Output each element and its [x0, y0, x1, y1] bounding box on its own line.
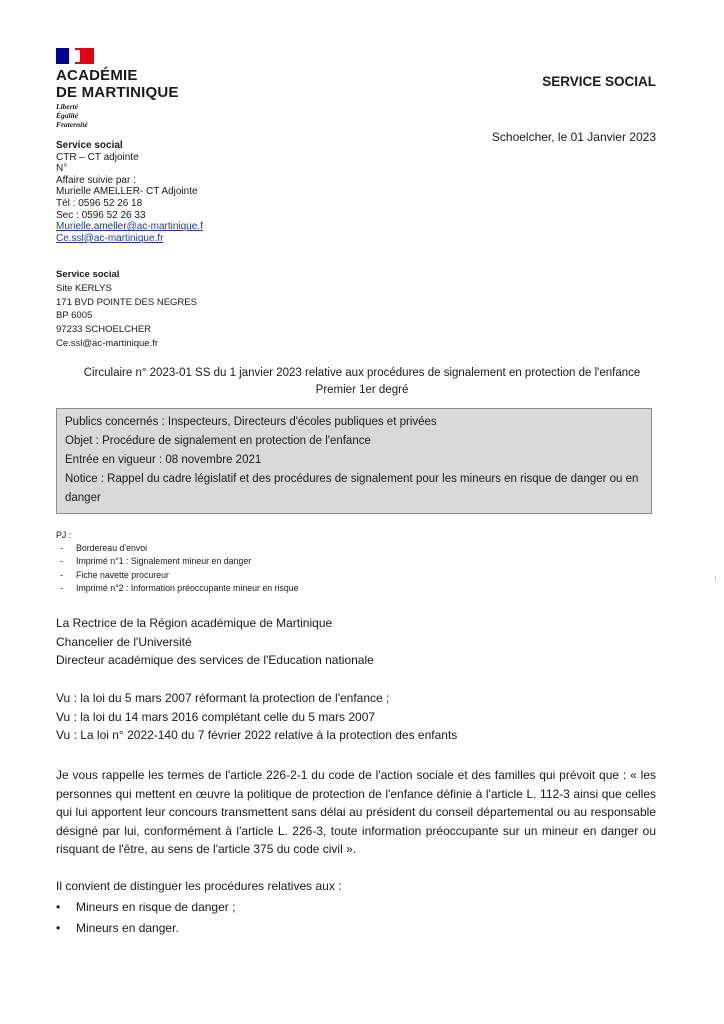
sender-email-link-1[interactable]: Murielle.ameller@ac-martinique.f — [56, 221, 203, 233]
motto-liberte: Liberté — [56, 102, 79, 111]
academy-line-1: ACADÉMIE — [56, 67, 138, 84]
address-email: Ce.ssl@ac-martinique.fr — [56, 337, 159, 349]
list-item: • Mineurs en risque de danger ; — [56, 897, 235, 918]
summary-entree: Entrée en vigueur : 08 novembre 2021 — [65, 454, 262, 466]
author-line-3: Directeur académique des services de l'Education nationale — [56, 653, 374, 667]
address-city: 97233 SCHOELCHER — [56, 324, 152, 336]
attachments — [56, 529, 299, 595]
sender-email-link-2[interactable]: Ce.ssl@ac-martinique.fr — [56, 232, 164, 244]
sender-block — [56, 140, 203, 244]
sender-unit: CTR – CT adjointe — [56, 151, 139, 163]
list-item: - Fiche navette procureur — [56, 569, 299, 582]
list-item: • Mineurs en danger. — [56, 918, 235, 939]
motto-egalite: Égalité — [56, 111, 79, 120]
sender-service: Service social — [56, 140, 123, 151]
sender-affaire: Affaire suivie par : — [56, 174, 136, 186]
marianne-logo-icon — [56, 48, 94, 64]
legal-reference: Vu : la loi du 5 mars 2007 réformant la protection de l'enfance ; — [56, 691, 390, 705]
academy-line-2: DE MARTINIQUE — [56, 84, 179, 101]
scan-mark — [715, 576, 716, 582]
attachments-label: PJ : — [56, 530, 72, 540]
sender-tel: Tél : 0596 52 26 18 — [56, 197, 143, 209]
legal-reference: Vu : La loi n° 2022-140 du 7 février 2022 relative à la protection des enfants — [56, 728, 458, 742]
circular-heading — [56, 365, 668, 399]
list-item: - Imprimé n°2 : Information préoccupante mineur en risque — [56, 582, 299, 595]
academy-name — [56, 67, 179, 101]
circular-subtitle: Premier 1er degré — [315, 384, 409, 396]
summary-publics: Publics concernés : Inspecteurs, Directeurs d'écoles publiques et privées — [65, 416, 437, 428]
sender-sec: Sec : 0596 52 26 33 — [56, 209, 146, 221]
list-item: - Imprimé n°1 : Signalement mineur en danger — [56, 555, 299, 568]
legal-reference: Vu : la loi du 14 mars 2016 complétant celle du 5 mars 2007 — [56, 709, 376, 724]
author-line-1: La Rectrice de la Région académique de Martinique — [56, 616, 333, 630]
address-street: 171 BVD POINTE DES NEGRES — [56, 296, 197, 308]
summary-box — [56, 408, 652, 514]
attachments-list — [56, 542, 299, 595]
procedure-list — [56, 897, 235, 939]
address-site: Site KERLYS — [56, 282, 112, 294]
sender-person: Murielle AMELLER- CT Adjointe — [56, 186, 198, 198]
circular-title: Circulaire n° 2023-01 SS du 1 janvier 2023 relative aux procédures de signalement en protection de l'enfance — [83, 367, 641, 379]
summary-notice: Notice : Rappel du cadre législatif et des procédures de signalement pour les mineurs en risque de danger ou en danger — [65, 473, 639, 504]
author-line-2: Chancelier de l'Université — [56, 634, 192, 649]
body-paragraph: Je vous rappelle les termes de l'article 226-2-1 du code de l'action sociale et des familles qui prévoit que : « les personnes qui mettent en œuvre la politique de protection de l'enfance définie à l'article L. 112-3 ainsi que celles qui lui apportent leur concours transmettent sans délai au président du conseil départemental ou au responsable désigné par lui, conformément à l'article L. 226-3, toute information préoccupante sur un mineur en danger ou risquant de l'être, au sens de l'article 375 du code civil ». — [56, 768, 656, 856]
motto-fraternite: Fraternité — [56, 120, 88, 129]
author-block — [56, 614, 374, 670]
service-title: SERVICE SOCIAL — [542, 74, 656, 89]
sender-number: N° — [56, 163, 68, 175]
body-intro: Il convient de distinguer les procédures relatives aux : — [56, 879, 342, 893]
summary-objet: Objet : Procédure de signalement en protection de l'enfance — [65, 435, 371, 447]
place-date: Schoelcher, le 01 Janvier 2023 — [491, 130, 656, 144]
motto — [56, 102, 88, 129]
address-block — [56, 268, 197, 351]
address-bp: BP 6005 — [56, 310, 93, 322]
legal-references — [56, 689, 457, 745]
address-service: Service social — [56, 269, 120, 280]
list-item: - Bordereau d'envoi — [56, 542, 299, 555]
